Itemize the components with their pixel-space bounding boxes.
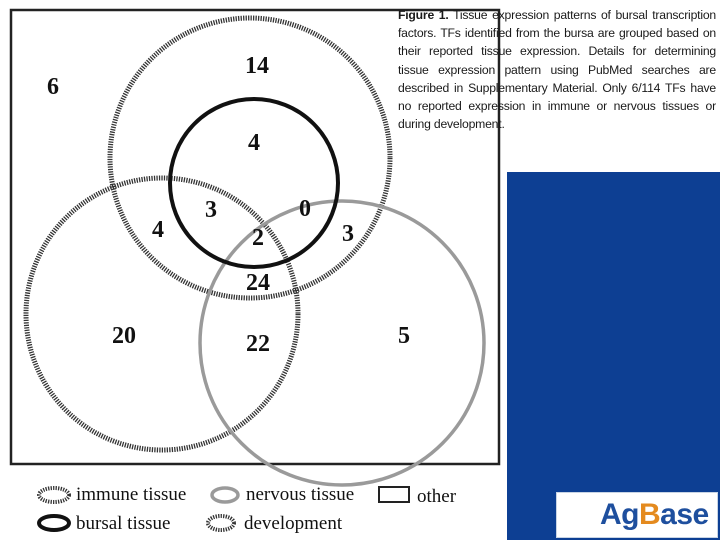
region-bursal-development-count: 4 [248,130,260,156]
region-nervous-development-count: 3 [342,221,354,247]
region-bursal-nervous-development-count: 0 [299,196,311,222]
region-immune-nervous-development-count: 24 [246,270,270,296]
legend-immune-label: immune tissue [76,484,187,505]
region-immune-development-count: 4 [152,217,164,243]
caption-body: Tissue expression patterns of bursal transcription factors. TFs identified from the bursa are grouped based on their reported tissue expression. Details for determining tissue expression pattern using PubMed searches are described in Supplementary Material. Only 6/114 TFs have no reported expression in immune or nervous tissues or during development. [398,8,716,132]
legend-other-swatch [379,487,409,502]
region-bursal-immune-development-count: 3 [205,197,217,223]
region-immune-nervous-count: 22 [246,331,270,357]
caption-heading: Figure 1. [398,8,449,22]
legend-bursal-label: bursal tissue [76,513,171,534]
region-nervous-only-count: 5 [398,323,410,349]
legend-nervous-swatch [212,488,238,502]
figure-caption [398,6,716,133]
legend-development-label: development [244,513,343,534]
legend-development-swatch [208,516,234,530]
region-immune-only-count: 20 [112,323,136,349]
region-development-only-count: 14 [245,53,269,79]
legend-bursal-swatch [39,516,69,530]
legend-nervous-label: nervous tissue [246,484,355,505]
legend-other-label: other [417,486,457,507]
agbase-logo-text: AgBase [600,498,709,531]
legend-immune-swatch [39,488,69,502]
region-all-four-count: 2 [252,225,264,251]
region-outside-count: 6 [47,74,59,100]
